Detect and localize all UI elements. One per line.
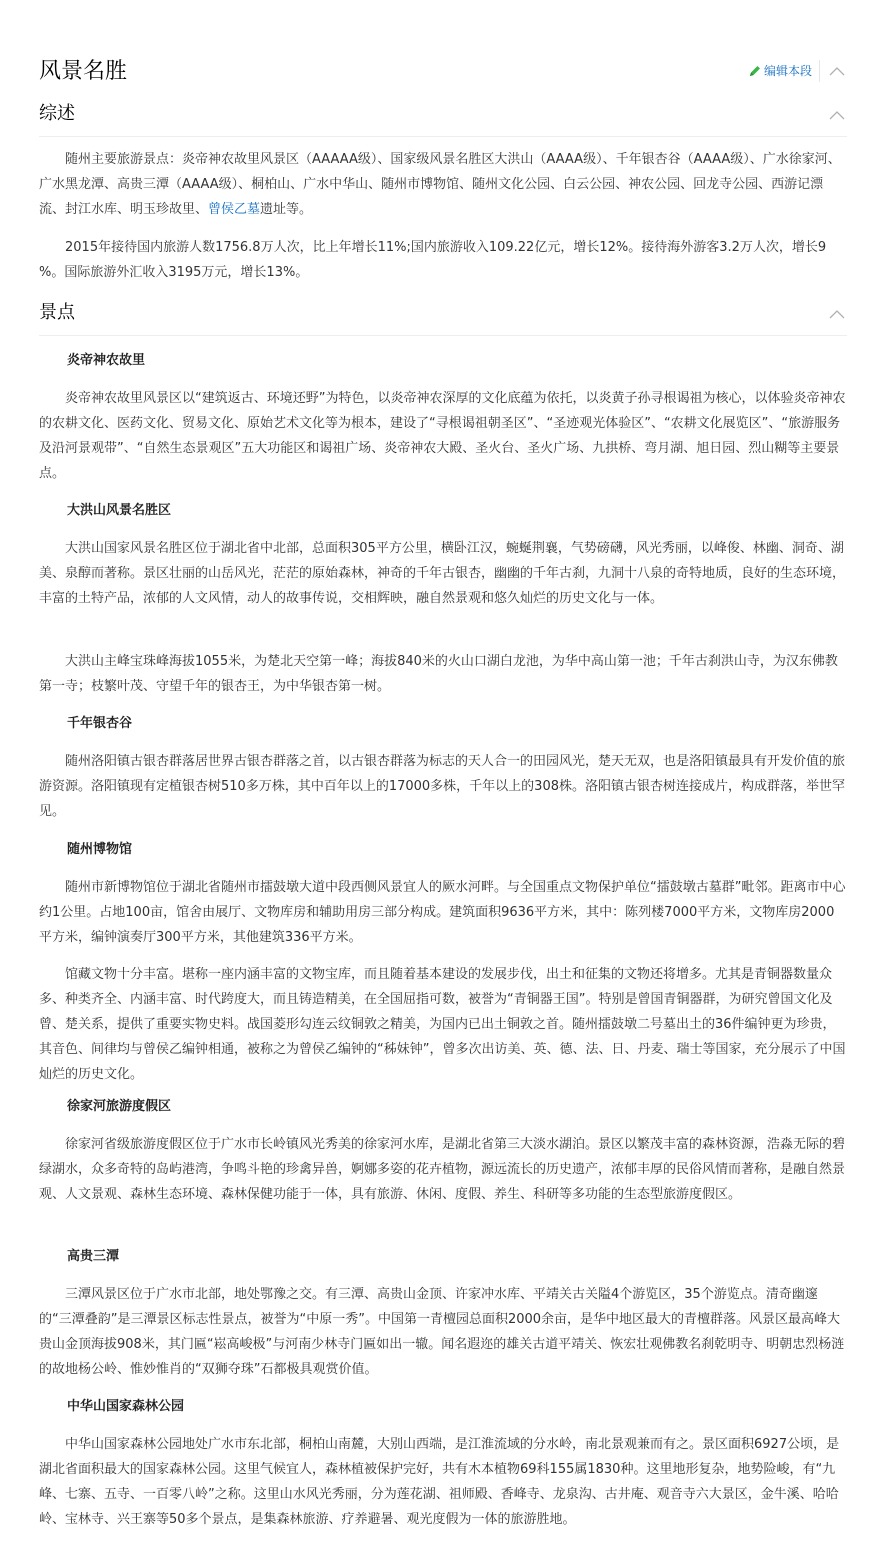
page-title: 风景名胜 — [39, 59, 128, 84]
edit-section-button[interactable] — [748, 62, 812, 80]
chevron-up-icon[interactable] — [829, 110, 845, 120]
edit-section-label: 编辑本段 — [764, 64, 813, 78]
spot-paragraph: 中华山国家森林公园地处广水市东北部，桐柏山南麓，大别山西端，是江淮流域的分水岭，南北景观兼而有之。景区面积6927公顷，是湖北省面积最大的国家森林公园。这里气候宜人，森林植被保护完好，共有木本植物69科155属1830种。这里地形复杂，地势险峻，有“九峰、七寨、五寺、一百零八岭”之称。这里山水风光秀丽，分为莲花湖、祖师殿、香峰寺、龙泉沟、古井庵、观音寺六大景区，金牛溪、哈哈岭、宝林寺、兴王寨等50多个景点，是集森林旅游、疗养避暑、观光度假为一体的旅游胜地。 — [39, 1437, 840, 1527]
section-divider — [39, 335, 847, 336]
spot-paragraph: 馆藏文物十分丰富。堪称一座内涵丰富的文物宝库，而且随着基本建设的发展步伐，出土和征集的文物还将增多。尤其是青铜器数量众多、种类齐全、内涵丰富、时代跨度大，而且铸造精美，在全国屈指可数，被誉为“青铜器王国”。特别是曾国青铜器群，为研究曾国文化及曾、楚关系，提供了重要实物史料。战国菱形勾连云纹铜敦之精美，为国内已出土铜敦之首。随州擂鼓墩二号墓出土的36件编钟更为珍贵，其音色、间律均与曾侯乙编钟相通，被称之为曾侯乙编钟的“秭妹钟”，曾多次出访美、英、德、法、日、丹麦、瑞士等国家，充分展示了中国灿烂的历史文化。 — [39, 967, 846, 1082]
spot-paragraph: 随州洛阳镇古银杏群落居世界古银杏群落之首，以古银杏群落为标志的天人合一的田园风光，楚天无双，也是洛阳镇最具有开发价值的旅游资源。洛阳镇现有定植银杏树510多万株，其中百年以上的17000多株，千年以上的308株。洛阳镇古银杏树连接成片，构成群落，举世罕见。 — [39, 754, 846, 819]
spot-title: 中华山国家森林公园 — [67, 1399, 185, 1414]
chevron-up-icon[interactable] — [829, 66, 845, 76]
overview-paragraph — [39, 147, 847, 222]
spot-paragraph: 大洪山主峰宝珠峰海拔1055米，为楚北天空第一峰；海拔840米的火山口湖白龙池，为华中高山第一池；千年古刹洪山寺，为汉东佛教第一寺；枝繁叶茂、守望千年的银杏王，为中华银杏第一树。 — [39, 654, 838, 694]
spot-paragraph: 炎帝神农故里风景区以“建筑返古、环境还野”为特色，以炎帝神农深厚的文化底蕴为依托，以炎黄子孙寻根谒祖为核心，以体验炎帝神农的农耕文化、医药文化、贸易文化、原始艺术文化等为根本，建设了“寻根谒祖朝圣区”、“圣迹观光体验区”、“农耕文化展览区”、“旅游服务及沿河景观带”、“自然生态景观区”五大功能区和谒祖广场、炎帝神农大殿、圣火台、圣火广场、九拱桥、弯月湖、旭日园、烈山糊等主要景点。 — [39, 391, 846, 481]
toolbar-divider — [819, 60, 820, 82]
section-title-attractions: 景点 — [39, 302, 75, 323]
overview-paragraph: 2015年接待国内旅游人数1756.8万人次，比上年增长11%;国内旅游收入109.22亿元，增长12%。接待海外游客3.2万人次，增长9 %。国际旅游外汇收入3195万元，增长13%。 — [39, 240, 827, 280]
spot-title: 大洪山风景名胜区 — [67, 503, 172, 518]
spot-paragraph: 徐家河省级旅游度假区位于广水市长岭镇风光秀美的徐家河水库，是湖北省第三大淡水湖泊。景区以繁茂丰富的森林资源，浩淼无际的碧绿湖水，众多奇特的岛屿港湾，争鸣斗艳的珍禽异兽，婀娜多姿的花卉植物，源远流长的历史遗产，浓郁丰厚的民俗风情而著称，是融自然景观、人文景观、森林生态环境、森林保健功能于一体，具有旅游、休闲、度假、养生、科研等多功能的生态型旅游度假区。 — [39, 1137, 846, 1202]
spot-paragraph: 随州市新博物馆位于湖北省随州市擂鼓墩大道中段西侧风景宜人的厥水河畔。与全国重点文物保护单位“擂鼓墩古墓群”毗邻。距离市中心约1公里。占地100亩，馆舍由展厅、文物库房和辅助用房三部分构成。建筑面积9636平方米，其中：陈列楼7000平方米，文物库房2000平方米，编钟演奏厅300平方米，其他建筑336平方米。 — [39, 880, 846, 945]
spot-title: 随州博物馆 — [67, 842, 133, 857]
spot-title: 千年银杏谷 — [67, 716, 133, 731]
paragraph-text: 遗址等。 — [260, 202, 313, 217]
spot-title: 炎帝神农故里 — [67, 353, 146, 368]
spot-paragraph: 大洪山国家风景名胜区位于湖北省中北部，总面积305平方公里，横卧江汉，蜿蜒荆襄，气势磅礴，风光秀丽，以峰俊、林幽、洞奇、湖美、泉醇而著称。景区壮丽的山岳风光，茫茫的原始森林，神奇的千年古银杏，幽幽的千年古刹，九洞十八泉的奇特地质，良好的生态环境，丰富的土特产品，浓郁的人文风情，动人的故事传说，交相辉映，融自然景观和悠久灿烂的历史文化与一体。 — [39, 541, 846, 606]
chevron-up-icon[interactable] — [829, 309, 845, 319]
link-zenghouyi-tomb[interactable]: 曾侯乙墓 — [208, 202, 261, 217]
spot-paragraph: 三潭风景区位于广水市北部，地处鄂豫之交。有三潭、高贵山金顶、许家冲水库、平靖关古关隘4个游览区，35个游览点。清奇幽邃的“三潭叠韵”是三潭景区标志性景点，被誉为“中原一秀”。中国第一青檀园总面积2000余亩，是华中地区最大的青檀群落。风景区最高峰大贵山金顶海拔908米，其门匾“崧高峻极”与河南少林寺门匾如出一辙。闻名遐迩的雄关古道平靖关、恢宏壮观佛教名刹乾明寺、明朝忠烈杨涟的故地杨公岭、惟妙惟肖的“双狮夺珠”石都极具观赏价值。 — [39, 1287, 845, 1377]
paragraph-text: 随州主要旅游景点：炎帝神农故里风景区（AAAAA级）、国家级风景名胜区大洪山（AAAA级）、千年银杏谷（AAAA级）、广水徐家河、广水黑龙潭、高贵三潭（AAAA级）、桐柏山、广水中华山、随州市博物馆、随州文化公园、白云公园、神农公园、回龙寺公园、西游记漂流、封江水库、明玉珍故里、 — [39, 152, 841, 217]
section-title-overview: 综述 — [39, 103, 75, 124]
pencil-icon — [748, 64, 762, 78]
section-divider — [39, 136, 847, 137]
spot-title: 高贵三潭 — [67, 1249, 120, 1264]
spot-title: 徐家河旅游度假区 — [67, 1099, 172, 1114]
